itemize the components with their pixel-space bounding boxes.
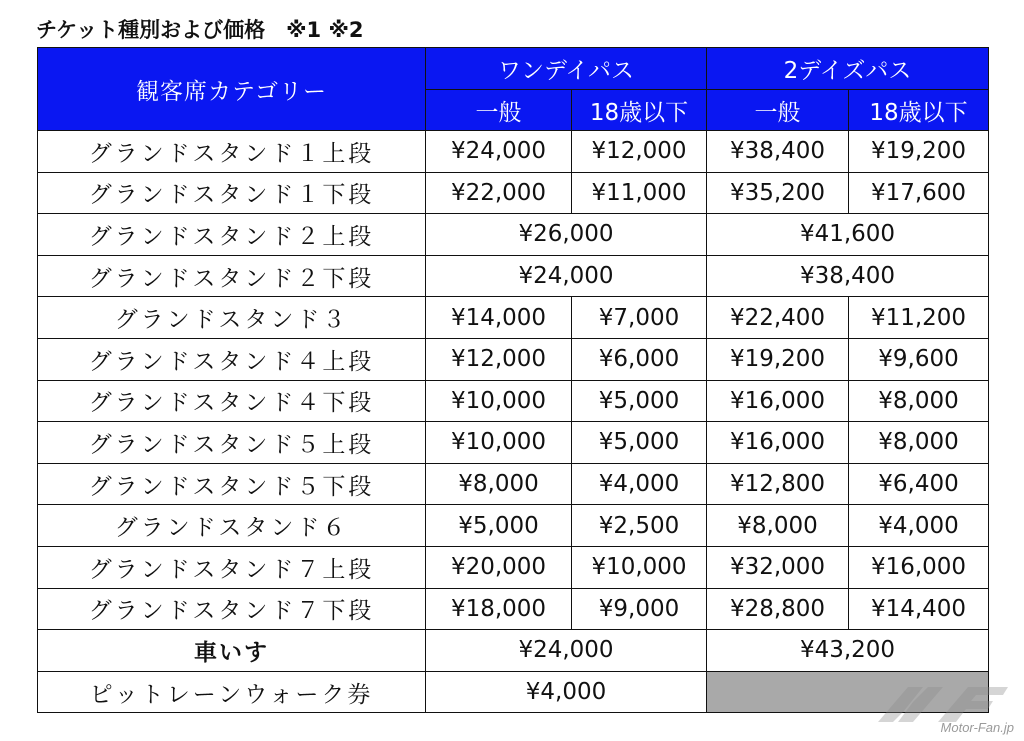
table-row [38, 463, 989, 505]
price-cell: ¥14,000 [426, 297, 572, 339]
price-cell: ¥12,000 [426, 338, 572, 380]
price-cell: ¥5,000 [572, 422, 707, 464]
price-cell: ¥16,000 [849, 546, 989, 588]
price-cell: ¥19,200 [707, 338, 849, 380]
table-row [38, 131, 989, 173]
price-cell: ¥19,200 [849, 131, 989, 173]
price-cell: ¥2,500 [572, 505, 707, 547]
watermark-text: Motor-Fan.jp [940, 720, 1014, 735]
one-day-general-header: 一般 [426, 90, 572, 131]
price-cell: ¥38,400 [707, 131, 849, 173]
table-row [38, 505, 989, 547]
price-cell: ¥20,000 [426, 546, 572, 588]
price-cell: ¥11,200 [849, 297, 989, 339]
row-category: グランドスタンド４上段 [38, 338, 426, 380]
row-category: グランドスタンド１上段 [38, 131, 426, 173]
row-category: グランドスタンド５下段 [38, 463, 426, 505]
price-cell: ¥12,000 [572, 131, 707, 173]
price-cell: ¥16,000 [707, 422, 849, 464]
price-cell: ¥9,000 [572, 588, 707, 630]
price-cell: ¥11,000 [572, 172, 707, 214]
table-row [38, 546, 989, 588]
price-cell: ¥4,000 [849, 505, 989, 547]
two-day-pass-header: 2デイズパス [707, 48, 989, 90]
row-category: グランドスタンド３ [38, 297, 426, 339]
row-category: 車いす [38, 630, 426, 672]
row-category: グランドスタンド４下段 [38, 380, 426, 422]
price-cell: ¥41,600 [707, 214, 989, 256]
table-row [38, 671, 989, 713]
price-cell: ¥32,000 [707, 546, 849, 588]
price-cell: ¥8,000 [849, 422, 989, 464]
price-cell: ¥24,000 [426, 630, 707, 672]
price-cell: ¥8,000 [707, 505, 849, 547]
price-cell: ¥10,000 [426, 380, 572, 422]
price-cell: ¥24,000 [426, 255, 707, 297]
row-category: グランドスタンド２下段 [38, 255, 426, 297]
row-category: グランドスタンド６ [38, 505, 426, 547]
table-row [38, 380, 989, 422]
table-row [38, 422, 989, 464]
table-row [38, 338, 989, 380]
price-cell: ¥8,000 [426, 463, 572, 505]
table-row [38, 214, 989, 256]
price-cell: ¥43,200 [707, 630, 989, 672]
row-category: グランドスタンド５上段 [38, 422, 426, 464]
table-row [38, 172, 989, 214]
price-cell: ¥22,400 [707, 297, 849, 339]
price-cell: ¥10,000 [426, 422, 572, 464]
price-cell: ¥7,000 [572, 297, 707, 339]
price-cell: ¥14,400 [849, 588, 989, 630]
price-cell: ¥8,000 [849, 380, 989, 422]
two-day-general-header: 一般 [707, 90, 849, 131]
price-cell: ¥24,000 [426, 131, 572, 173]
price-cell: ¥6,000 [572, 338, 707, 380]
price-cell: ¥26,000 [426, 214, 707, 256]
price-cell: ¥4,000 [572, 463, 707, 505]
price-cell: ¥4,000 [426, 671, 707, 713]
price-cell: ¥9,600 [849, 338, 989, 380]
price-cell: ¥5,000 [426, 505, 572, 547]
table-row [38, 588, 989, 630]
one-day-pass-header: ワンデイパス [426, 48, 707, 90]
table-row [38, 255, 989, 297]
row-category: グランドスタンド７上段 [38, 546, 426, 588]
one-day-under18-header: 18歳以下 [572, 90, 707, 131]
price-cell: ¥16,000 [707, 380, 849, 422]
row-category: グランドスタンド７下段 [38, 588, 426, 630]
price-cell: ¥18,000 [426, 588, 572, 630]
page-title: チケット種別および価格 ※1 ※2 [36, 18, 364, 42]
price-cell: ¥35,200 [707, 172, 849, 214]
price-table [37, 47, 989, 713]
price-cell: ¥5,000 [572, 380, 707, 422]
table-row [38, 297, 989, 339]
table-row [38, 630, 989, 672]
price-cell: ¥22,000 [426, 172, 572, 214]
category-column-header: 観客席カテゴリー [38, 48, 426, 131]
price-cell: ¥28,800 [707, 588, 849, 630]
row-category: ピットレーンウォーク券 [38, 671, 426, 713]
row-category: グランドスタンド１下段 [38, 172, 426, 214]
row-category: グランドスタンド２上段 [38, 214, 426, 256]
price-cell: ¥6,400 [849, 463, 989, 505]
two-day-under18-header: 18歳以下 [849, 90, 989, 131]
price-cell: ¥17,600 [849, 172, 989, 214]
price-cell: ¥10,000 [572, 546, 707, 588]
price-cell: ¥12,800 [707, 463, 849, 505]
price-cell: ¥38,400 [707, 255, 989, 297]
